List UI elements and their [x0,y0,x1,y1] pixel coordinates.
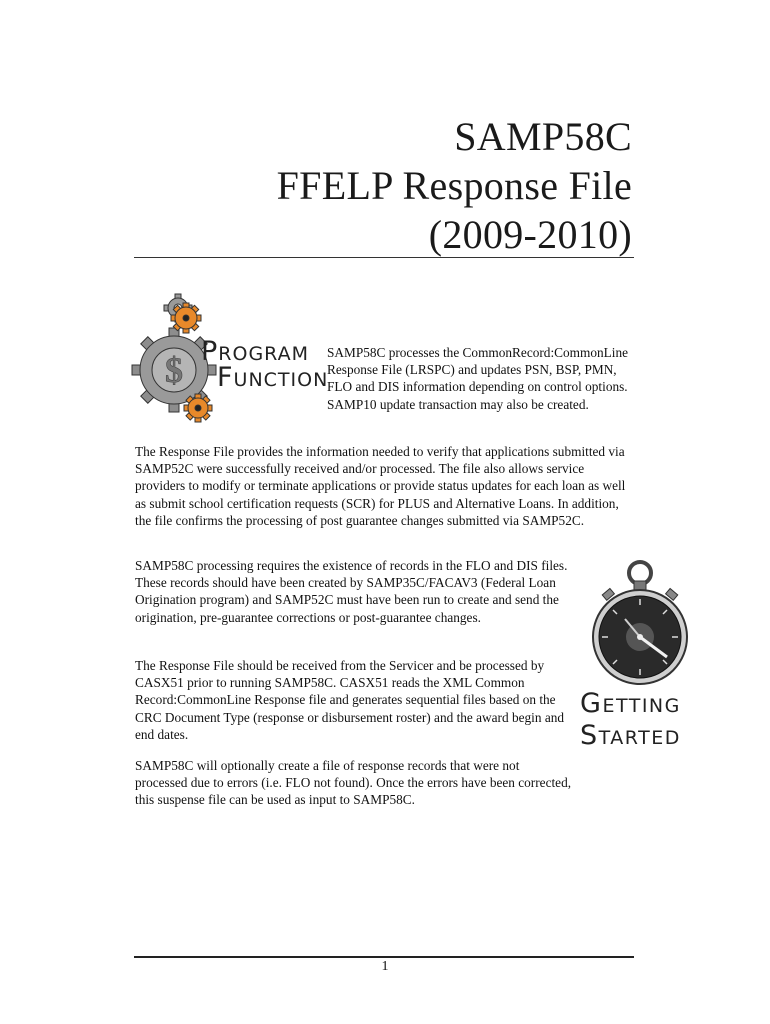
title-divider [134,257,634,258]
started-heading [580,720,681,751]
started-rest: TARTED [598,727,681,749]
page-number: 1 [381,959,389,974]
title-line-2: FFELP Response File [276,163,632,208]
getting-heading [580,688,681,719]
getting-cap: G [580,688,603,719]
intro-paragraph: SAMP58C processes the CommonRecord:CommonLine Response File (LRSPC) and updates PSN, BSP, PMN, FLO and DIS information depending on control options. SAMP10 update transaction may also be created. [327,345,629,412]
started-cap: S [580,720,599,751]
svg-text:$: $ [165,350,183,390]
body-paragraph-4: SAMP58C will optionally create a file of response records that were not processed due to errors (i.e. FLO not found). Once the errors have been corrected, this suspense file can be used as input to SAMP58C. [135,758,572,808]
program-cap: P [201,336,219,367]
function-cap: F [217,362,234,393]
program-rest: ROGRAM [218,343,309,365]
body-paragraph-3: The Response File should be received from the Servicer and be processed by CASX51 prior to running SAMP58C. CASX51 reads the XML Common Record:CommonLine Response file and generates sequential files based on the CRC Document Type (response or disbursement roster) and the award begin and end dates. [135,658,565,742]
body-paragraph-2: SAMP58C processing requires the existence of records in the FLO and DIS files. These records should have been created by SAMP35C/FACAV3 (Federal Loan Origination program) and SAMP52C must have been run to create and send the origination, pre-guarantee corrections or post-guarantee changes. [135,558,568,625]
document-title [277,112,632,259]
function-heading [217,362,328,393]
footer-divider [134,956,634,958]
stopwatch-icon [585,557,695,687]
function-rest: UNCTION [233,369,329,391]
title-line-1: SAMP58C [454,114,632,159]
getting-rest: ETTING [602,695,681,717]
title-line-3: (2009-2010) [428,212,632,257]
body-paragraph-1: The Response File provides the information needed to verify that applications submitted via SAMP52C were successfully received and/or processed. The file also allows service providers to modify or terminate applications or provide status updates for each loan as well as submit school certification requests (SCR) for PLUS and Alternative Loans. In addition, the file confirms the processing of post guarantee changes submitted via SAMP52C. [135,444,626,528]
